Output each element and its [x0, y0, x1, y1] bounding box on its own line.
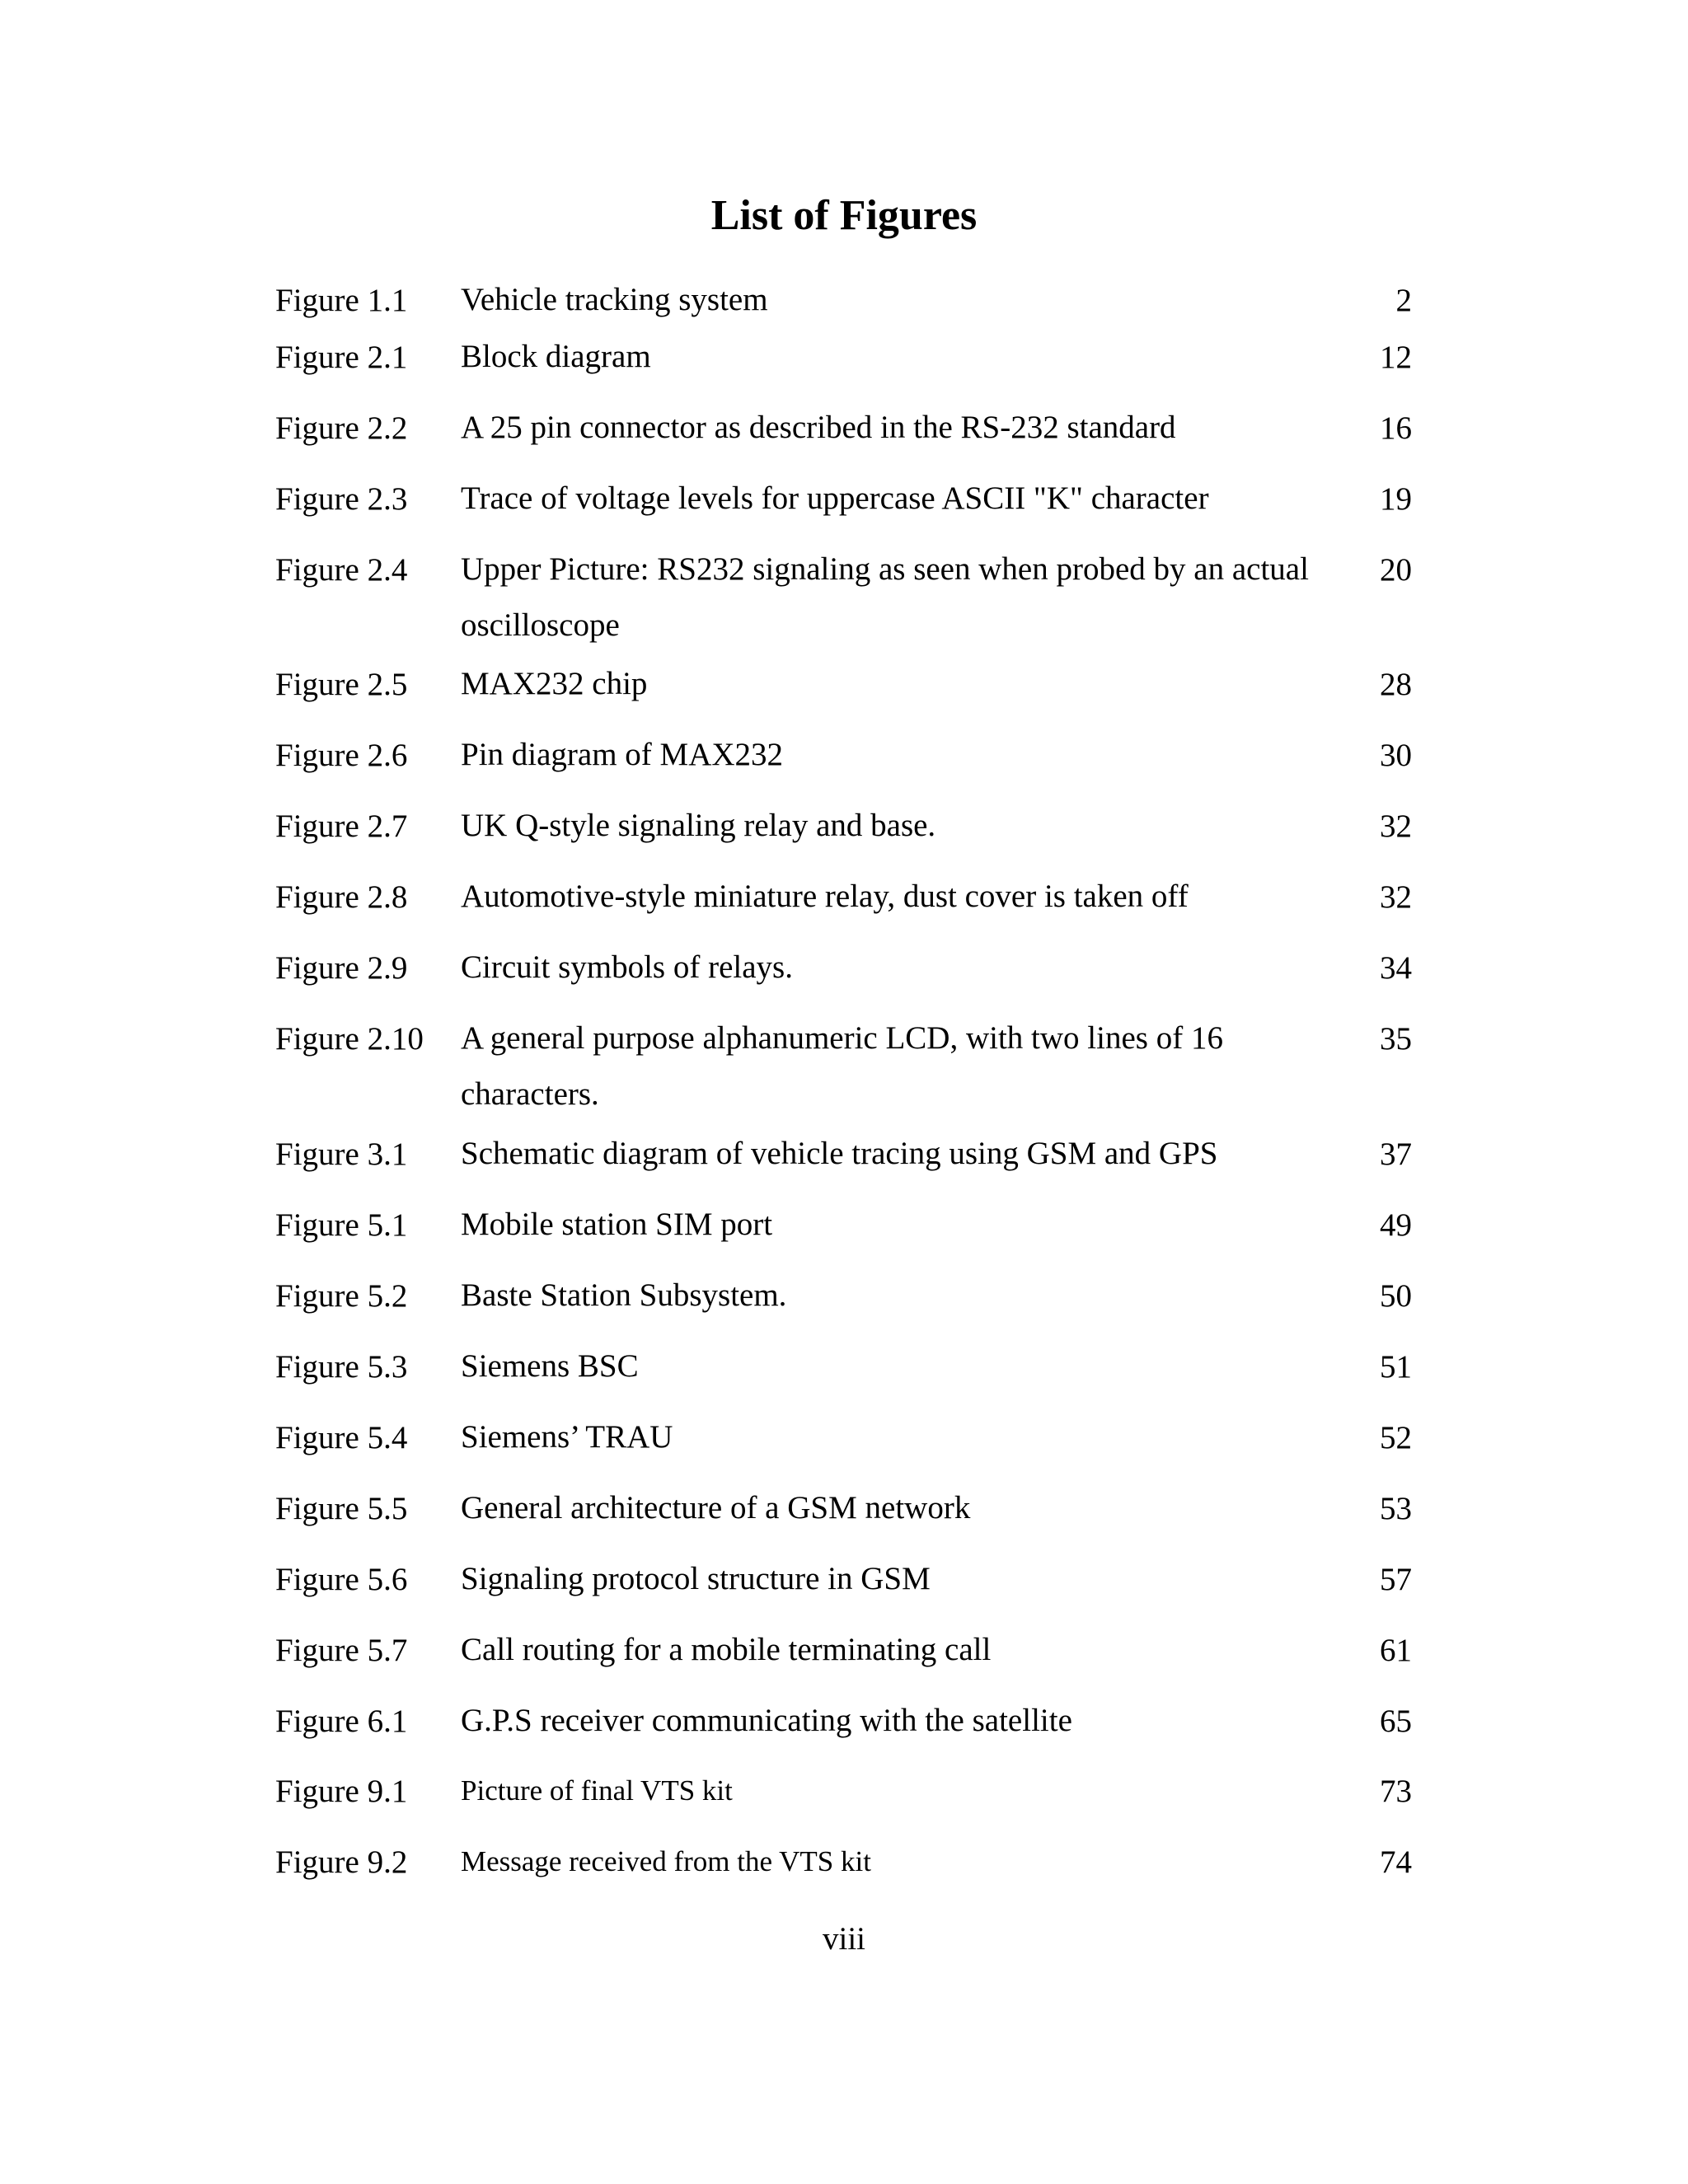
- figure-page: 35: [1380, 1021, 1412, 1057]
- figure-label: Figure 5.1: [275, 1207, 408, 1243]
- figure-label: Figure 5.6: [275, 1562, 408, 1597]
- figure-label: Figure 5.2: [275, 1278, 408, 1314]
- figure-caption: G.P.S receiver communicating with the satellite: [461, 1703, 1072, 1738]
- figure-entry: [0, 541, 1688, 643]
- figure-page: 49: [1380, 1207, 1412, 1243]
- figure-label: Figure 5.7: [275, 1633, 408, 1668]
- figure-caption: Call routing for a mobile terminating call: [461, 1632, 992, 1667]
- figure-caption: Vehicle tracking system: [461, 282, 768, 317]
- figure-caption: A 25 pin connector as described in the RS-232 standard: [461, 410, 1176, 445]
- figure-label: Figure 9.1: [275, 1774, 408, 1809]
- figure-page: 16: [1380, 410, 1412, 446]
- figure-caption: Schematic diagram of vehicle tracing using GSM and GPS: [461, 1136, 1218, 1171]
- figure-page: 32: [1380, 808, 1412, 844]
- figure-page: 73: [1380, 1774, 1412, 1809]
- figure-label: Figure 2.5: [275, 667, 408, 702]
- figure-caption: Picture of final VTS kit: [461, 1774, 733, 1807]
- figure-page: 53: [1380, 1491, 1412, 1526]
- figure-caption: Automotive-style miniature relay, dust cover is taken off: [461, 879, 1189, 914]
- figure-label: Figure 2.3: [275, 481, 408, 517]
- figure-caption: General architecture of a GSM network: [461, 1490, 971, 1526]
- figure-label: Figure 2.2: [275, 410, 408, 446]
- figure-caption: Circuit symbols of relays.: [461, 949, 793, 985]
- figure-label: Figure 9.2: [275, 1844, 408, 1880]
- figure-entry: [0, 1010, 1688, 1112]
- figure-label: Figure 2.7: [275, 808, 408, 844]
- figure-caption: Trace of voltage levels for uppercase ASCII "K" character: [461, 480, 1209, 516]
- figure-label: Figure 6.1: [275, 1704, 408, 1739]
- figure-caption: MAX232 chip: [461, 666, 648, 701]
- figure-entry: [0, 272, 1688, 330]
- figure-label: Figure 5.3: [275, 1349, 408, 1385]
- figure-entry: [0, 1338, 1688, 1396]
- figure-label: Figure 5.4: [275, 1420, 408, 1455]
- figure-entry: [0, 1551, 1688, 1609]
- figure-page: 74: [1380, 1844, 1412, 1880]
- figure-page: 19: [1380, 481, 1412, 517]
- figure-label: Figure 2.8: [275, 879, 408, 915]
- figure-caption: A general purpose alphanumeric LCD, with two lines of 16 characters.: [461, 1020, 1223, 1112]
- figure-entry: [0, 400, 1688, 457]
- figure-label: Figure 1.1: [275, 283, 408, 318]
- figure-page: 52: [1380, 1420, 1412, 1455]
- figure-page: 20: [1380, 552, 1412, 588]
- figure-entry: [0, 1268, 1688, 1325]
- figure-page: 2: [1395, 283, 1412, 318]
- figure-caption: Baste Station Subsystem.: [461, 1277, 787, 1313]
- figure-caption: Mobile station SIM port: [461, 1207, 773, 1242]
- figure-page: 30: [1380, 738, 1412, 773]
- figure-entry: [0, 329, 1688, 387]
- figure-caption: Siemens BSC: [461, 1348, 639, 1384]
- figure-caption: Block diagram: [461, 339, 651, 374]
- figure-entry: [0, 1693, 1688, 1750]
- figure-page: 32: [1380, 879, 1412, 915]
- figure-page: 34: [1380, 950, 1412, 986]
- figure-page: 57: [1380, 1562, 1412, 1597]
- figure-entry: [0, 1834, 1688, 1891]
- figure-entry: [0, 1480, 1688, 1538]
- figure-entry: [0, 869, 1688, 926]
- figure-entry: [0, 1763, 1688, 1821]
- figure-caption: Siemens’ TRAU: [461, 1419, 673, 1455]
- page-number: viii: [822, 1921, 865, 1957]
- figure-entry: [0, 727, 1688, 785]
- page-title: List of Figures: [710, 192, 978, 239]
- figure-entry: [0, 471, 1688, 528]
- figure-page: 65: [1380, 1704, 1412, 1739]
- figure-page: 12: [1380, 340, 1412, 375]
- figure-entry: [0, 1622, 1688, 1680]
- figure-caption: Upper Picture: RS232 signaling as seen when probed by an actual oscilloscope: [461, 551, 1309, 643]
- figure-page: 61: [1380, 1633, 1412, 1668]
- figure-entry: [0, 656, 1688, 714]
- figure-caption: UK Q-style signaling relay and base.: [461, 808, 936, 843]
- figure-entry: [0, 1197, 1688, 1254]
- figure-page: 28: [1380, 667, 1412, 702]
- figure-entry: [0, 798, 1688, 855]
- figure-label: Figure 5.5: [275, 1491, 408, 1526]
- figure-caption: Signaling protocol structure in GSM: [461, 1561, 931, 1596]
- figure-page: 37: [1380, 1137, 1412, 1172]
- figure-page: 50: [1380, 1278, 1412, 1314]
- figure-entry: [0, 1126, 1688, 1183]
- figure-label: Figure 2.1: [275, 340, 408, 375]
- figure-label: Figure 2.9: [275, 950, 408, 986]
- figure-entry: [0, 940, 1688, 997]
- figure-caption: Message received from the VTS kit: [461, 1845, 871, 1877]
- figure-page: 51: [1380, 1349, 1412, 1385]
- figure-label: Figure 2.10: [275, 1021, 424, 1057]
- figure-label: Figure 2.6: [275, 738, 408, 773]
- figure-entry: [0, 1409, 1688, 1467]
- figure-caption: Pin diagram of MAX232: [461, 737, 784, 772]
- figure-label: Figure 2.4: [275, 552, 408, 588]
- figure-label: Figure 3.1: [275, 1137, 408, 1172]
